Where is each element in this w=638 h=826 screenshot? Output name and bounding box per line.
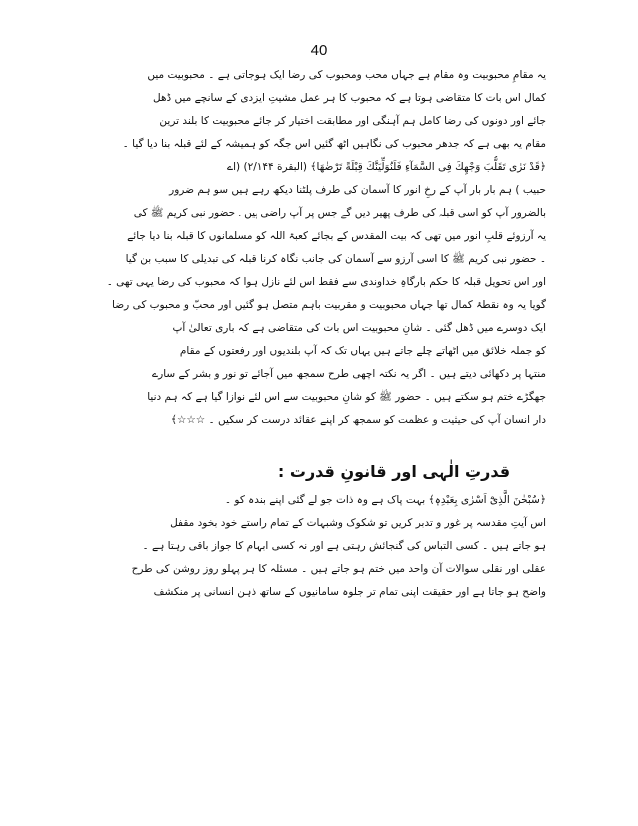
body-paragraph (92, 64, 546, 432)
text-line: دار انسان آپ کی حیثیت و عظمت کو سمجھ کر اپنے عقائد درست کر سکیں ۔ ☆☆☆﴾ (170, 414, 546, 426)
text-line: یہ آرزوئے قلبِ انور میں تھی کہ بیت المقدس کے بجائے کعبۃ اللہ کو مسلمانوں کا قبلہ بنا دیا جائے (127, 230, 546, 242)
page-number: 40 (310, 42, 328, 59)
text-line: ایک دوسرے میں ڈھل گئی ۔ شانِ محبوبیت اس بات کی متقاضی ہے کہ باری تعالیٰ آپ (172, 322, 546, 334)
text-line: حبیب ) ہم بار بار آپ کے رخِ انور کا آسمان کی طرف پلٹنا دیکھ رہے ہیں سو ہم ضرور (169, 184, 546, 196)
text-line: عقلی اور نقلی سوالات آن واحد میں ختم ہو جاتے ہیں ۔ مسئلہ کا ہر پہلو روز روشن کی طرح (131, 563, 546, 575)
quran-verse-line: ﴿قَدْ نَرٰی تَقَلُّبَ وَجْهِكَ فِی السَّمَآءِ فَلَنُوَلِّيَنَّكَ قِبْلَةً تَرْضٰهَا﴾ (البقرة ۲/۱۴۴) (اے (226, 161, 546, 173)
text-line: بالضرور آپ کو اسی قبلہ کی طرف پھیر دیں گے جس پر آپ راضی ہیں ۔ حضور نبی کریم ﷺ کی (133, 207, 546, 219)
text-line: اور اس تحویل قبلہ کا حکم بارگاہِ خداوندی سے فقط اس لئے نازل ہوا کہ محبوب کی رضا یہی تھی ۔ (106, 276, 546, 288)
text-line: اس آیتِ مقدسہ پر غور و تدبر کریں تو شکوک وشبہات کے تمام راستے خود بخود مقفل (170, 517, 546, 529)
text-line: منتہا پر دکھائی دیتے ہیں ۔ اگر یہ نکتہ اچھی طرح سمجھ میں آجائے تو نور و بشر کے سارے (151, 368, 546, 380)
text-line: ہو جاتے ہیں ۔ کسی التباس کی گنجائش رہتی ہے اور نہ کسی ابہام کا جواز باقی رہتا ہے ۔ (142, 540, 546, 552)
section-heading: قدرتِ الٰہی اور قانونِ قدرت : (277, 462, 511, 481)
text-line: ۔ حضور نبی کریم ﷺ کا اسی آرزو سے آسمان کی جانب نگاہ کرنا قبلہ کی تبدیلی کا سبب بن گیا (125, 253, 546, 265)
text-line: واضح ہو جاتا ہے اور حقیقت اپنی تمام تر جلوہ سامانیوں کے ساتھ ذہن انسانی پر منکشف (153, 586, 546, 598)
text-line: کمال اس بات کا متقاضی ہوتا ہے کہ محبوب کا ہر عمل مشیتِ ایزدی کے سانچے میں ڈھل (153, 92, 546, 104)
text-line: جائے اور دونوں کی رضا کامل ہم آہنگی اور مطابقت اختیار کر جائے محبوبیت کا بلند ترین (159, 115, 546, 127)
body-paragraph (92, 489, 546, 604)
text-line: یہ مقامِ محبوبیت وہ مقام ہے جہاں محب ومحبوب کی رضا ایک ہوجاتی ہے ۔ محبوبیت میں (147, 69, 546, 81)
text-line: جھگڑے ختم ہو سکتے ہیں ۔ حضور ﷺ کو شانِ محبوبیت سے اس لئے نوازا گیا ہے کہ ہم دنیا (147, 391, 546, 403)
quran-verse-line: ﴿سُبْحٰنَ الَّذِیْٓ اَسْرٰی بِعَبْدِهٖ﴾ بہت پاک ہے وہ ذات جو لے گئی اپنے بندہ کو ۔ (224, 494, 546, 506)
text-line: مقام یہ بھی ہے کہ جدھر محبوب کی نگاہیں اٹھ گئیں اس جگہ کو ہمیشہ کے لئے قبلہ بنا دیا گیا ۔ (122, 138, 546, 150)
text-line: گویا یہ وہ نقطۂ کمال تھا جہاں محبوبیت و مقربیت باہم متصل ہو گئیں اور محبّ و محبوب کی رضا (112, 299, 546, 311)
text-line: کو جملہ خلائق میں اٹھاتے چلے جاتے ہیں یہاں تک کہ آپ بلندیوں اور رفعتوں کے مقام (179, 345, 546, 357)
